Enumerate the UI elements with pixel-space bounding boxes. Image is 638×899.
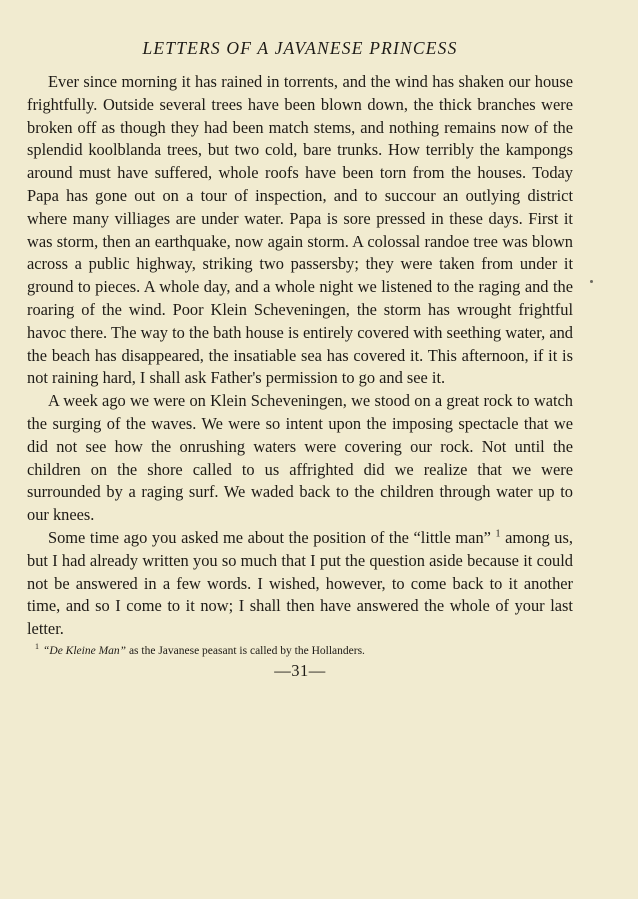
paper-speck [590,280,593,283]
page-number: —31— [274,660,326,680]
running-head: LETTERS OF A JAVANESE PRINCESS [142,38,458,58]
book-page [27,36,573,681]
footnote [35,644,573,659]
paragraph: Ever since morning it has rained in torrents, and the wind has shaken our house frightfully. Outside several trees have been blown down, the thick branches were broken off as though they had been match stems, and nothing remains now of the splendid koolblanda trees, but two cold, bare trunks. How terribly the kampongs around must have suffered, whole roofs have been torn from the houses. Today Papa has gone out on a tour of inspection, and to succour an outlying district where many villiages are under water. Papa is sore pressed in these days. First it was storm, then an earthquake, now again storm. A colossal randoe tree was blown across a public highway, striking two passersby; they were taken from under it ground to pieces. A whole day, and a whole night we listened to the raging and the roaring of the wind. Poor Klein Scheveningen, the storm has wrought frightful havoc there. The way to the bath house is entirely covered with seething water, and the beach has disappeared, the insatiable sea has covered it. This afternoon, if it is not raining hard, I shall ask Father's permission to go and see it. [27,72,573,388]
paragraph [27,527,573,641]
paragraph-text: among us, but I had already written you so much that I put the question aside because it could not be answered in a few words. I wished, however, to come back to it another time, and so I come to it now; I shall then have answered the whole of your last letter. [27,527,573,639]
paragraph-text: Some time ago you asked me about the position of the “little man” [48,527,491,547]
footnote-reference[interactable]: 1 [495,528,501,540]
paragraph: A week ago we were on Klein Scheveningen, we stood on a great rock to watch the surging of the waves. We were so intent upon the imposing spectacle that we did not see how the onrushing waters were covering our rock. Not until the children on the shore called to us affrighted did we realize that we were surrounded by a raging surf. We waded back to the children through water up to our knees. [27,391,573,525]
footnote-title: “De Kleine Man” [43,644,127,657]
footnote-mark: 1 [35,642,39,652]
footnote-text: as the Javanese peasant is called by the Hollanders. [126,644,365,657]
